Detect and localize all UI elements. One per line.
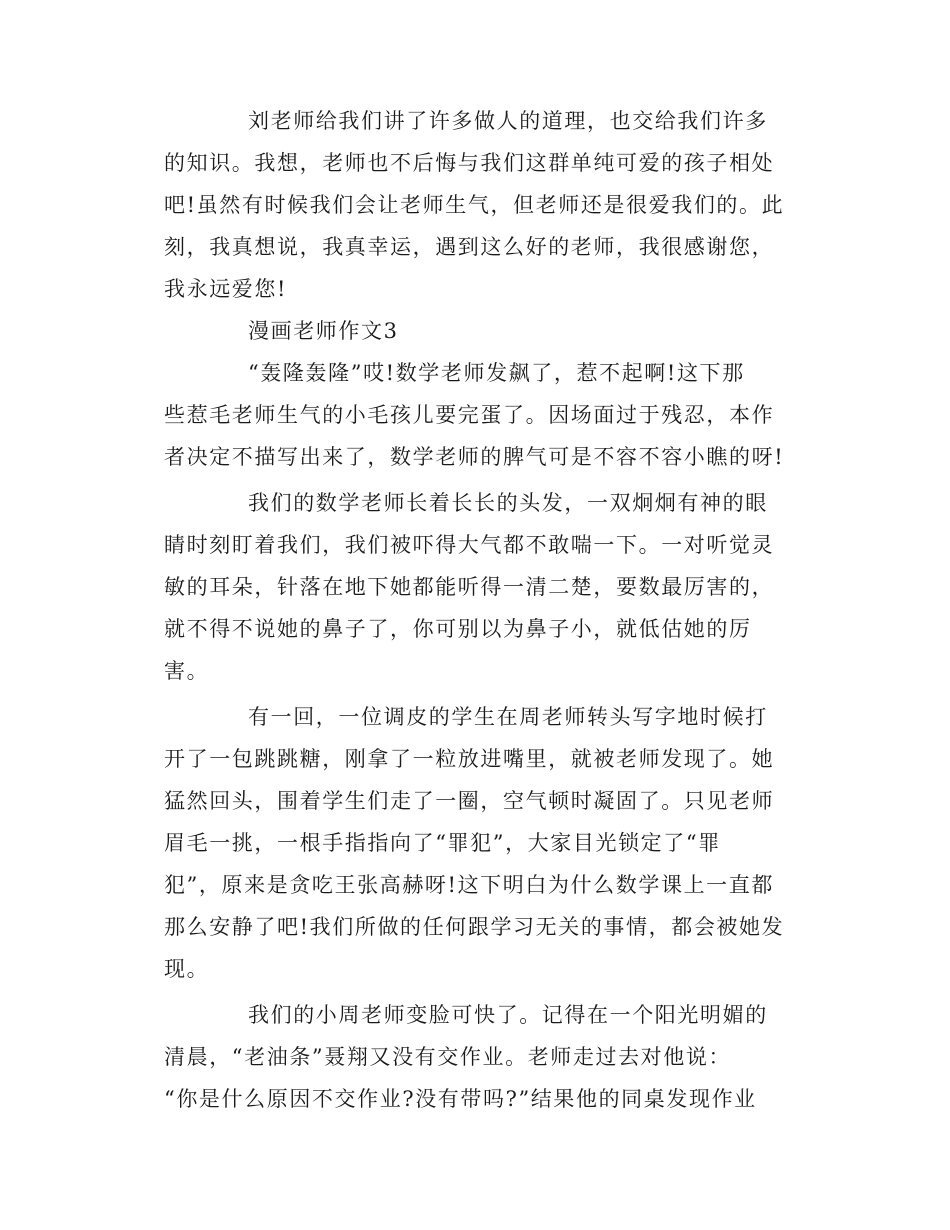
text-line: 的知识。我想，老师也不后悔与我们这群单纯可爱的孩子相处 <box>164 151 775 175</box>
text-line: 那么安静了吧!我们所做的任何跟学习无关的事情，都会被她发 <box>164 915 785 939</box>
text-line: 有一回，一位调皮的学生在周老师转头写字地时候打 <box>248 705 768 729</box>
text-line: 些惹毛老师生气的小毛孩儿要完蛋了。因场面过于残忍，本作 <box>164 403 775 427</box>
document-body <box>164 100 788 1120</box>
text-line: 吧!虽然有时候我们会让老师生气，但老师还是很爱我们的。此 <box>164 193 785 217</box>
text-line: 就不得不说她的鼻子了，你可别以为鼻子小，就低估她的厉 <box>164 617 752 641</box>
paragraph-3 <box>164 482 788 692</box>
paragraph-5 <box>164 994 788 1120</box>
text-line: 刻，我真想说，我真幸运，遇到这么好的老师，我很感谢您， <box>164 235 775 259</box>
text-line: 猛然回头，围着学生们走了一圈，空气顿时凝固了。只见老师 <box>164 789 775 813</box>
text-line: 现。 <box>164 957 210 981</box>
text-line: 犯”，原来是贪吃王张高赫呀!这下明白为什么数学课上一直都 <box>164 873 774 897</box>
text-line: 敏的耳朵，针落在地下她都能听得一清二楚，要数最厉害的， <box>164 575 775 599</box>
paragraph-2 <box>164 352 788 478</box>
text-line: 刘老师给我们讲了许多做人的道理，也交给我们许多 <box>248 109 768 133</box>
text-line: 开了一包跳跳糖，刚拿了一粒放进嘴里，就被老师发现了。她 <box>164 747 775 771</box>
paragraph-1 <box>164 100 788 310</box>
text-line: “轰隆轰隆”哎!数学老师发飙了，惹不起啊!这下那 <box>248 361 745 385</box>
text-line: 清晨，“老油条”聂翔又没有交作业。老师走过去对他说： <box>164 1045 732 1069</box>
paragraph-4 <box>164 696 788 990</box>
section-heading <box>164 310 788 352</box>
text-line: 眉毛一挑，一根手指指向了“罪犯”，大家目光锁定了“罪 <box>164 831 721 855</box>
text-line: 我们的小周老师变脸可快了。记得在一个阳光明媚的 <box>248 1003 768 1027</box>
text-line: “你是什么原因不交作业?没有带吗?”结果他的同桌发现作业 <box>164 1087 757 1111</box>
text-line: 者决定不描写出来了，数学老师的脾气可是不容不容小瞧的呀! <box>164 445 785 469</box>
heading-text: 漫画老师作文3 <box>248 319 399 343</box>
text-line: 我们的数学老师长着长长的头发，一双炯炯有神的眼 <box>248 491 768 515</box>
text-line: 睛时刻盯着我们，我们被吓得大气都不敢喘一下。一对听觉灵 <box>164 533 775 557</box>
text-line: 害。 <box>164 659 210 683</box>
text-line: 我永远爱您! <box>164 277 288 301</box>
